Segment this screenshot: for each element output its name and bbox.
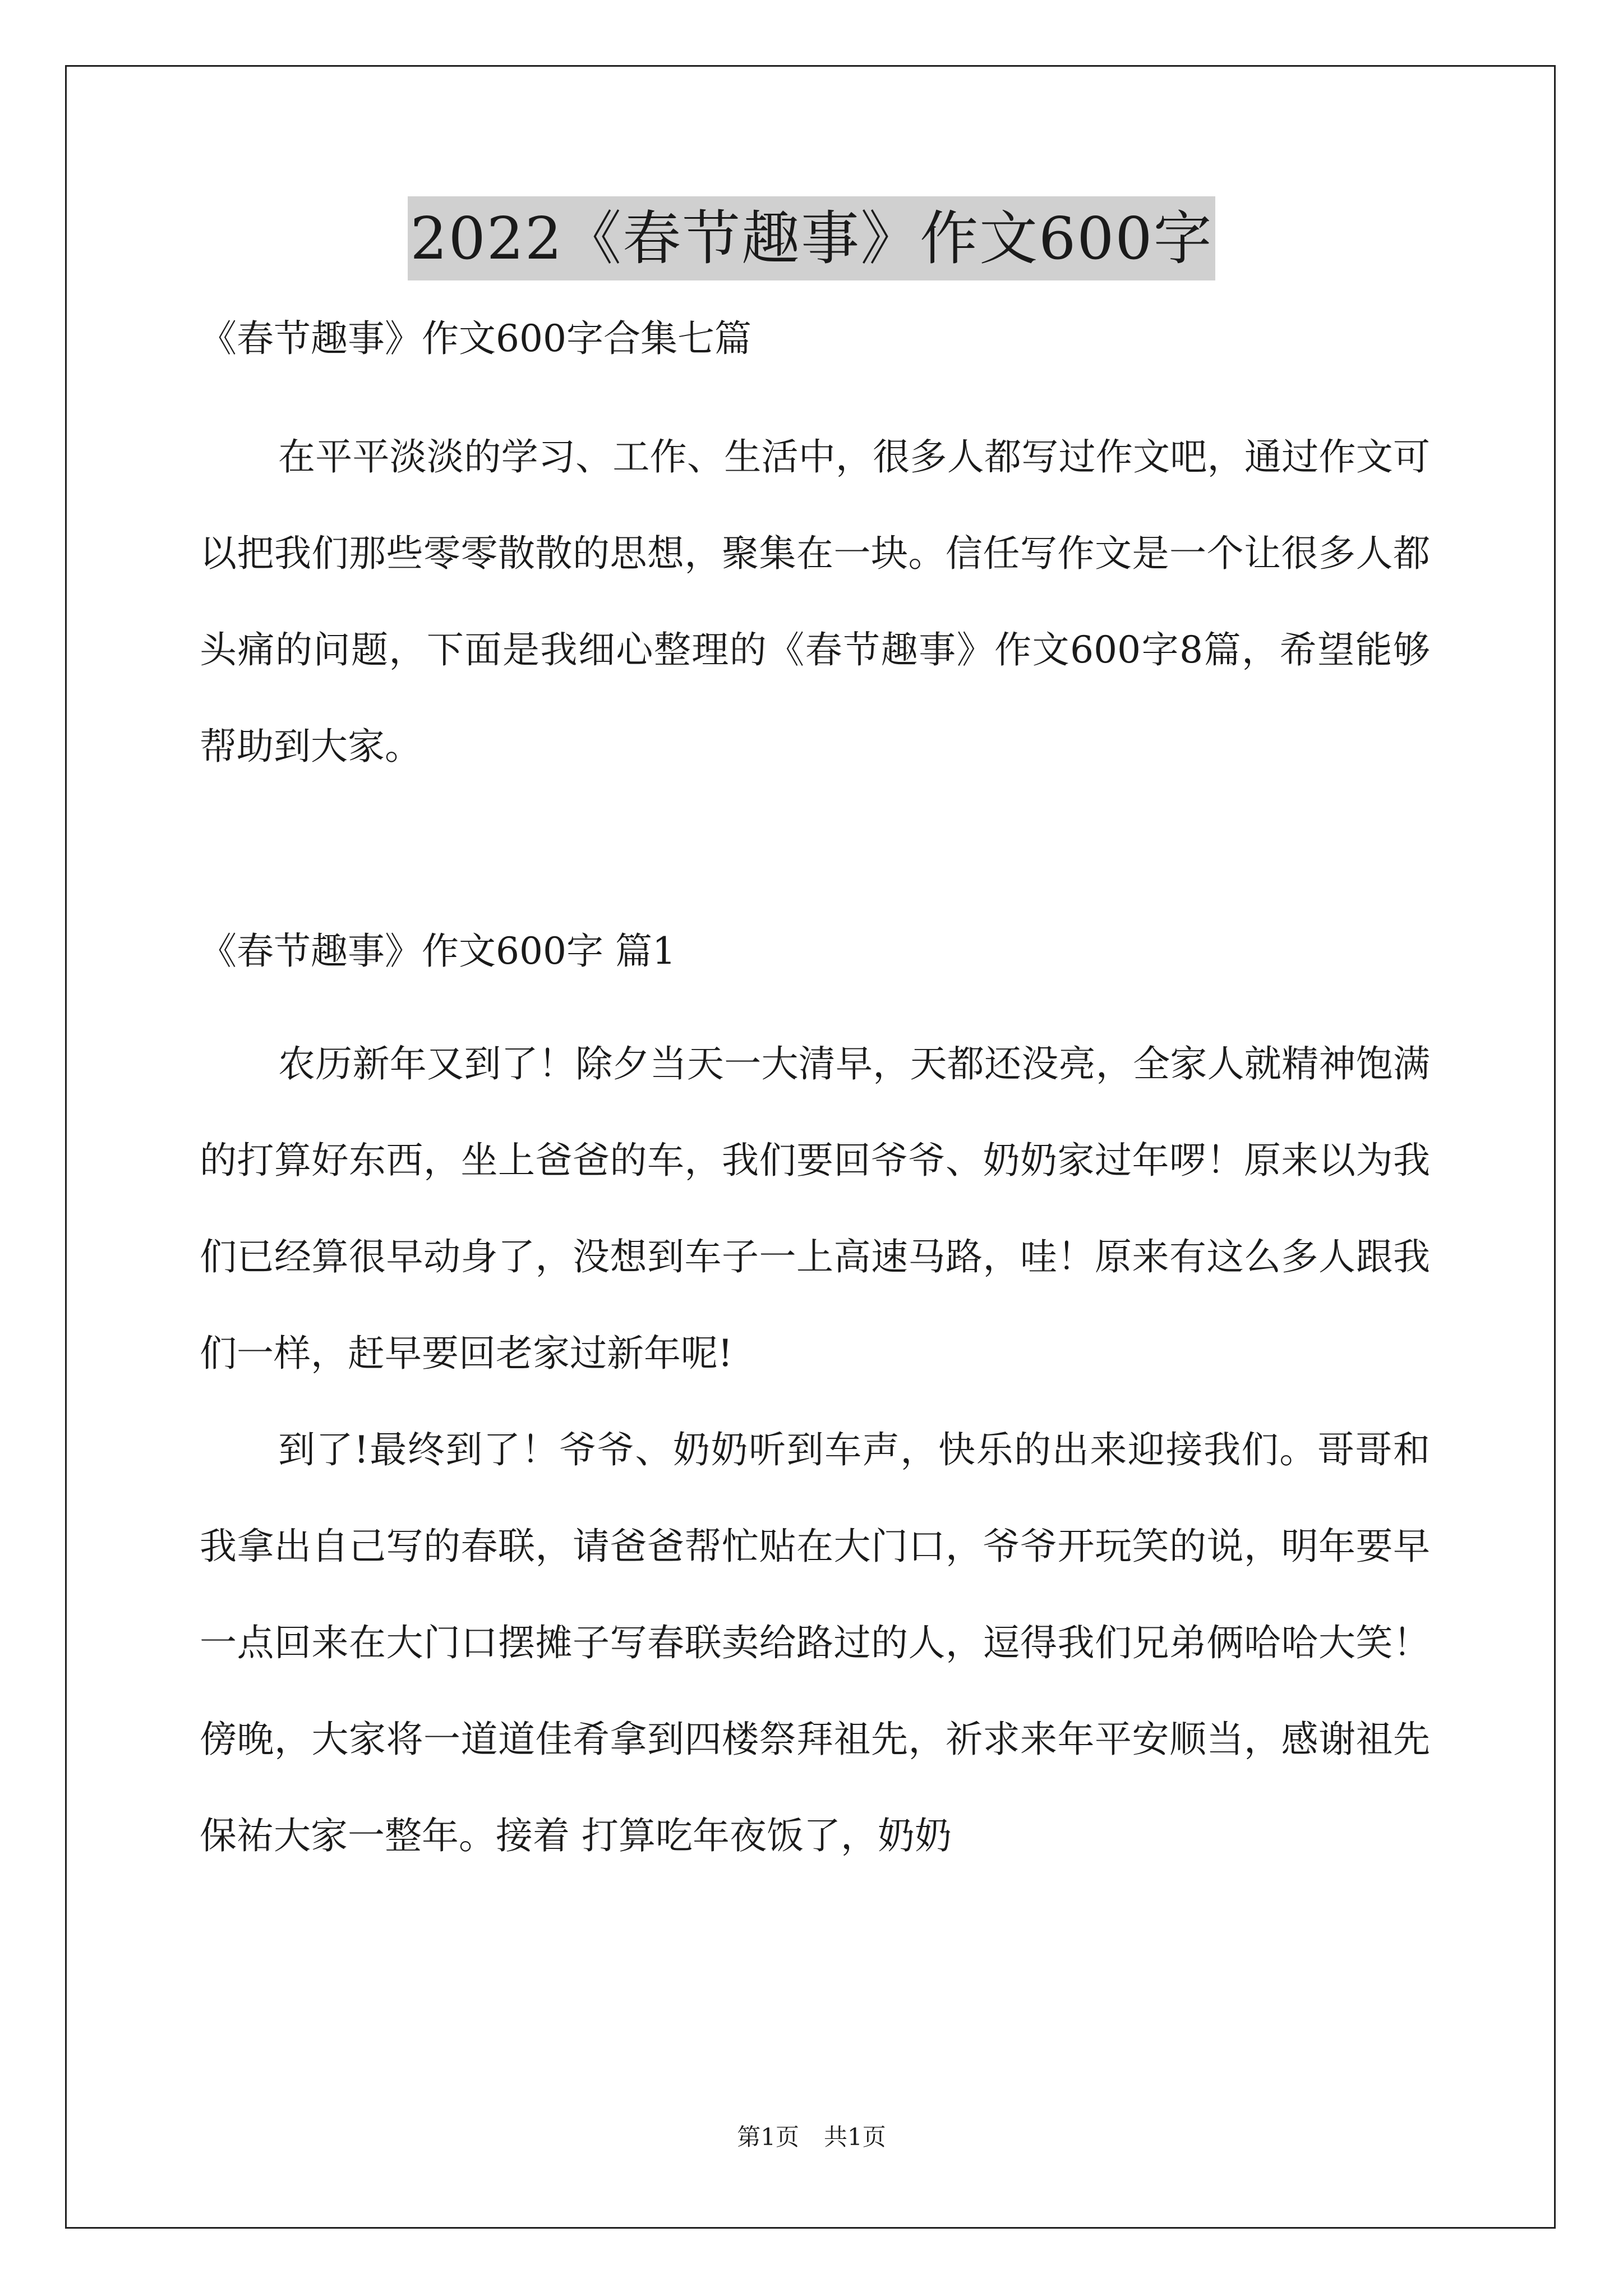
body-paragraph-1: 农历新年又到了！除夕当天一大清早，天都还没亮，全家人就精神饱满的打算好东西，坐上爸爸的车，我们要回爷爷、奶奶家过年啰！原来以为我们已经算很早动身了，没想到车子一上高速马路，哇！原来有这么多人跟我们一样，赶早要回老家过新年呢! [200, 1042, 1430, 1375]
document-subtitle: 《春节趣事》作文600字合集七篇 [200, 317, 751, 360]
body-paragraph-2: 到了!最终到了！爷爷、奶奶听到车声，快乐的出来迎接我们。哥哥和我拿出自己写的春联，请爸爸帮忙贴在大门口，爷爷开玩笑的说，明年要早一点回来在大门口摆摊子写春联卖给路过的人，逗得我们兄弟俩哈哈大笑！傍晚，大家将一道道佳肴拿到四楼祭拜祖先，祈求来年平安顺当，感谢祖先保祐大家一整年。接着 打算吃年夜饭了，奶奶 [200, 1428, 1430, 1857]
page-number-current: 第1页 [737, 2123, 799, 2151]
section-heading: 《春节趣事》作文600字 篇1 [200, 930, 676, 973]
document-body [200, 311, 1430, 1884]
document-title: 2022《春节趣事》作文600字 [408, 196, 1215, 280]
intro-paragraph: 在平平淡淡的学习、工作、生活中，很多人都写过作文吧，通过作文可以把我们那些零零散散的思想，聚集在一块。信任写作文是一个让很多人都头痛的问题，下面是我细心整理的《春节趣事》作文600字8篇，希望能够帮助到大家。 [200, 435, 1430, 768]
section-spacer [200, 795, 1430, 924]
title-container [0, 196, 1623, 280]
page-number-total: 共1页 [824, 2123, 886, 2151]
page-footer [0, 2120, 1623, 2154]
